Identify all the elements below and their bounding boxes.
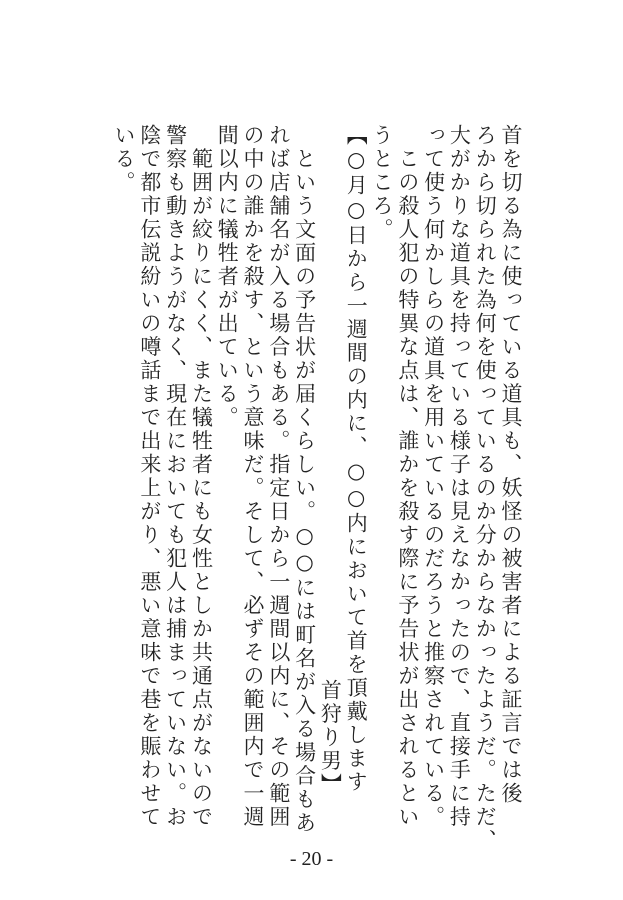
text-line: この殺人犯の特異な点は、誰かを殺す際に予告状が出されるとい [395, 124, 420, 829]
body-text [110, 124, 523, 853]
text-line: うところ。 [370, 124, 395, 242]
text-line: 首を切る為に使っている道具も、妖怪の被害者による証言では後 [499, 124, 523, 806]
notice-signature: 首狩り男】 [318, 678, 343, 796]
text-line: 陰で都市伝説紛いの噂話まで出来上がり、悪い意味で巷を賑わせて [137, 124, 162, 829]
text-line: 警察も動きようがなく、現在においても犯人は捕まっていない。お [163, 124, 188, 829]
notice-line: 【○月○日から一週間の内に、○○内において首を頂戴します [344, 124, 369, 794]
text-line: ろから切られた為何を使っているのか分からなかったようだ。ただ、 [473, 124, 498, 853]
text-line: 範囲が絞りにくく、また犠牲者にも女性としか共通点がないので [189, 124, 214, 829]
text-line: 間以内に犠牲者が出ている。 [215, 124, 240, 430]
text-line: という文面の予告状が届くらしい。○○には町名が入る場合もあ [292, 124, 317, 835]
page-number: - 20 - [289, 848, 334, 870]
text-line: の中の誰かを殺す、という意味だ。そして、必ずその範囲内で一週 [241, 124, 266, 829]
text-line: れば店舗名が入る場合もある。指定日から一週間以内に、その範囲 [266, 124, 291, 829]
text-line: って使う何かしらの道具を用いているのだろうと推察されている。 [421, 124, 446, 829]
text-line: いる。 [112, 124, 137, 195]
text-line: 大がかりな道具を持っている様子は見えなかったので、直接手に持 [447, 124, 472, 829]
